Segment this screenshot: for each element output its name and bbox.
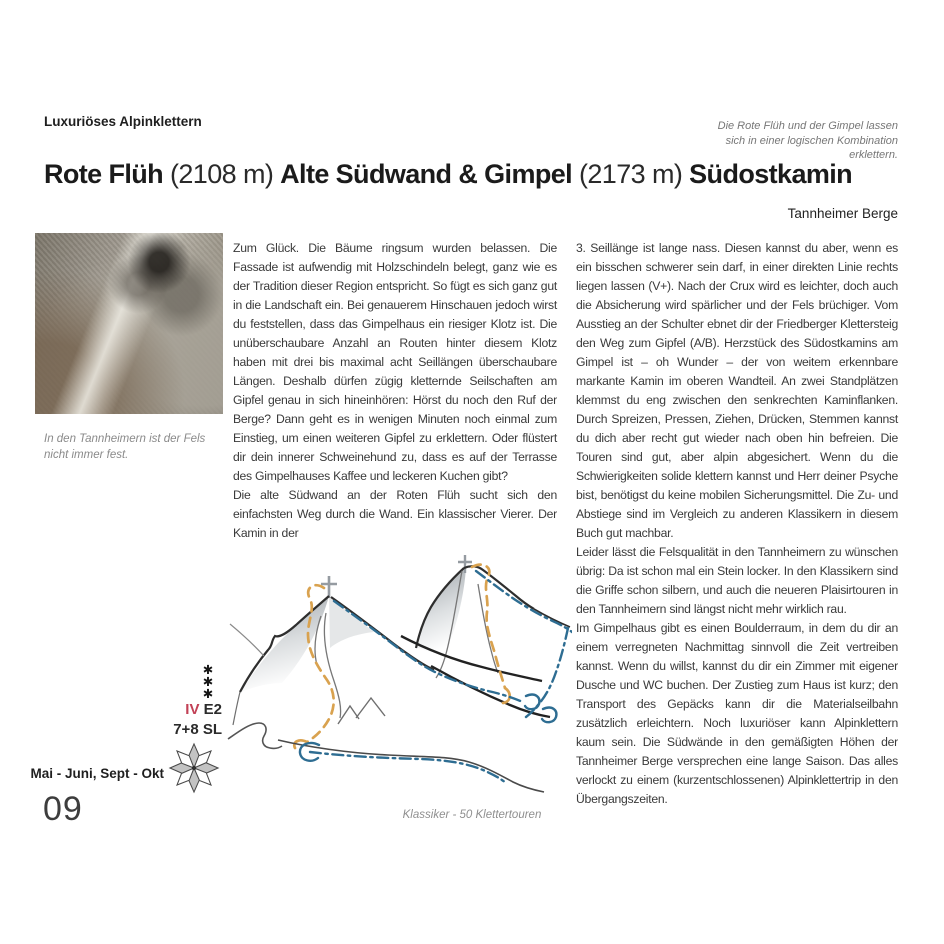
- title-elevation-1: (2108 m): [169, 159, 281, 189]
- body-paragraph: Im Gimpelhaus gibt es einen Boulderraum, in dem du dir an einem verregneten Nachmittag sinnvoll die Zeit vertreiben kannst. Wenn du willst, kannst du dir ein Zimmer mit eigener Dusche und WC buchen. Der Zustieg zum Haus ist kurz; den Transport des Gepäcks kann dir die Materialseilbahn zusätzlich erleichtern. Noch luxuriöser kann Alpinklettern kaum sein. Die Südwände in den gemäßigten Höhen der Tannheimer Berge versprechen eine lange Saison. Das alles verlockt zu einem (kurzentschlossenen) Alpinklettertrip in den Übergangszeiten.: [576, 621, 898, 806]
- caption-line: In den Tannheimern ist der Fels: [44, 433, 206, 445]
- pitch-count: 7+8 SL: [173, 721, 222, 738]
- compass-rose-icon: [168, 742, 220, 794]
- season-label: Mai - Juni, Sept - Okt: [30, 766, 164, 781]
- region-label: Tannheimer Berge: [787, 206, 898, 221]
- title-peak-1: Rote Flüh: [44, 159, 170, 189]
- star-icon: ✱: [202, 663, 214, 677]
- star-icon: ✱: [202, 675, 214, 689]
- page-number: 09: [43, 790, 83, 828]
- grade-e: E2: [203, 701, 222, 718]
- body-paragraph: Leider lässt die Felsqualität in den Tannheimern zu wünschen übrig: Da ist schon mal ein Stein locker. In den Klassikern sind die Griffe schon silbern, und auch die neueren Plaisirtouren in den Tannheimern sind längst nicht mehr wirklich rau.: [576, 545, 898, 616]
- caption-line: nicht immer fest.: [44, 448, 129, 461]
- rock-photo: [35, 233, 223, 414]
- title-elevation-2: (2173 m): [578, 159, 690, 189]
- topo-diagram: [226, 526, 572, 794]
- intro-line: Die Rote Flüh und der Gimpel lassen: [717, 120, 898, 132]
- difficulty-stars: [194, 664, 222, 700]
- title-peak-2: Alte Südwand & Gimpel: [280, 159, 579, 189]
- left-peak-rote-flueh: [230, 576, 434, 725]
- grade-roman: IV: [185, 701, 200, 718]
- body-paragraph: Die alte Südwand an der Roten Flüh sucht sich den einfachsten Weg durch die Wand. Ein klassischer Vierer. Der Kamin in der: [233, 488, 557, 540]
- photo-caption: [44, 432, 205, 463]
- text-column-right: [576, 239, 898, 809]
- text-column-middle: [233, 239, 557, 543]
- body-paragraph: Zum Glück. Die Bäume ringsum wurden belassen. Die Fassade ist aufwendig mit Holzschindeln belegt, ganz wie es der Tradition dieser Region entspricht. So fügt es sich ganz gut in die Landschaft ein. Bei genauerem Hinschauen jedoch wirst du feststellen, dass das Gimpelhaus ein riesiger Klotz ist. Die unüberschaubare Anzahl an Routen hinter diesem Klotz haben mit drei bis maximal acht Seillängen überschaubare Längen. Deshalb dürfen zügig kletternde Seilschaften am Gipfel genau in sich hineinhören: Hörst du noch den Ruf der Berge? Dann geht es in wenigen Minuten noch einmal zum Einstieg, um einen weiteren Gipfel zu erklettern. Oder flüstert dir dein innerer Schweinehund zu, dass es auf der Terrasse des Gimpelhauses Kaffee und leckeren Kuchen gibt?: [233, 241, 557, 483]
- right-peak-gimpel: [401, 555, 570, 717]
- star-icon: ✱: [202, 687, 214, 701]
- page-kicker: Luxuriöses Alpinklettern: [44, 114, 202, 129]
- intro-note: [718, 119, 898, 163]
- intro-line: sich in einer logischen Kombination: [725, 134, 898, 147]
- book-footer: Klassiker - 50 Klettertouren: [402, 809, 542, 821]
- body-paragraph: 3. Seillänge ist lange nass. Diesen kannst du aber, wenn es ein bisschen schwerer sein darf, in einer direkten Linie rechts liegen lassen (V+). Nach der Crux wird es leichter, doch auch die Absicherung wird spärlicher und der Fels brüchiger. Vom Ausstieg an der Schulter ebnet dir der Friedberger Klettersteig den Weg zum Gipfel (A/B). Herzstück des Südostkamins am Gimpel ist – oh Wunder – der von weitem erkennbare markante Kamin im oberen Wandteil. An zwei Standplätzen klemmst du eng zwischen den senkrechten Kaminflanken. Durch Spreizen, Pressen, Ziehen, Drücken, Stemmen kannst du dich aber recht gut wieder nach oben hin befreien. Die Touren sind gut, aber alpin abgesichert. Wenn du die Schwierigkeiten solide klettern kannst und Herr deiner Psyche bist, benötigst du keine mobilen Sicherungsmittel. Die Zu- und Abstiege sind im Vergleich zu anderen Klassikern in diesem Buch gut machbar.: [576, 241, 898, 540]
- title-route: Südostkamin: [689, 159, 853, 189]
- page-title: [44, 159, 902, 190]
- intro-line: erklettern.: [849, 149, 898, 161]
- grade-label: [118, 701, 222, 718]
